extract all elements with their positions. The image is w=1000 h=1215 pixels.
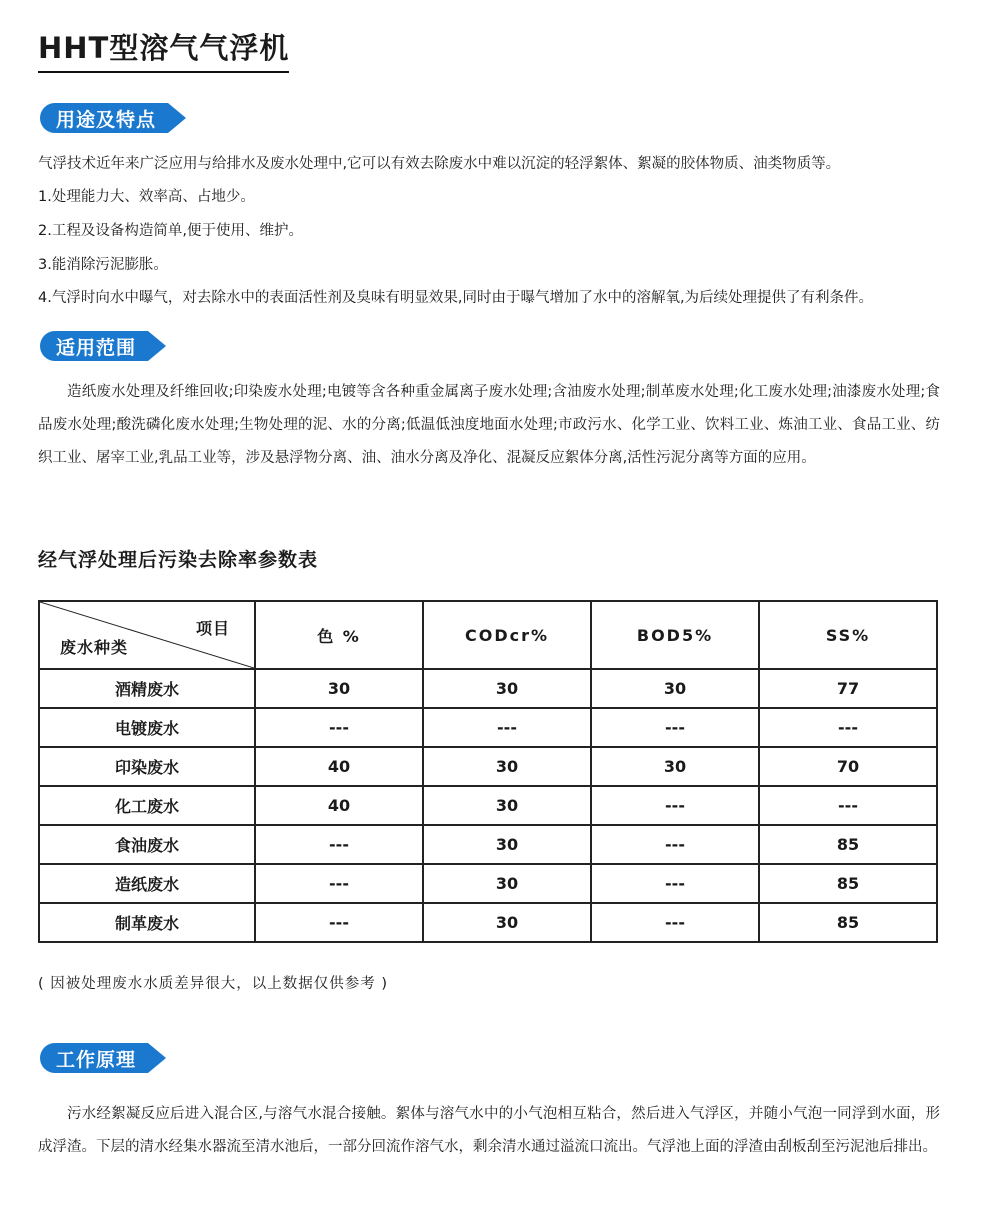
table-row xyxy=(39,708,937,747)
table-row xyxy=(39,864,937,903)
table-cell: --- xyxy=(759,708,937,747)
row-label: 印染废水 xyxy=(39,747,255,786)
table-cell: 70 xyxy=(759,747,937,786)
row-label: 电镀废水 xyxy=(39,708,255,747)
usage-item: 3.能消除污泥膨胀。 xyxy=(38,257,168,273)
table-cell: --- xyxy=(759,786,937,825)
section-tag-label: 用途及特点 xyxy=(40,103,168,133)
table-note: ( 因被处理废水水质差异很大，以上数据仅供参考 ) xyxy=(38,976,389,992)
table-cell: --- xyxy=(591,864,759,903)
scope-text: 造纸废水处理及纤维回收;印染废水处理;电镀等含各种重金属离子废水处理;含油废水处理;制革废水处理;化工废水处理;油漆废水处理;食品废水处理;酸洗磷化废水处理;生物处理的泥、水的分离;低温低浊度地面水处理;市政污水、化学工业、饮料工业、炼油工业、食品工业、纺织工业、屠宰工业,乳品工业等，涉及悬浮物分离、油、油水分离及净化、混凝反应絮体分离,活性污泥分离等方面的应用。 xyxy=(38,384,940,466)
table-cell: 30 xyxy=(591,747,759,786)
table-cell: --- xyxy=(255,864,423,903)
principle-text: 污水经絮凝反应后进入混合区,与溶气水混合接触。絮体与溶气水中的小气泡相互粘合，然后进入气浮区，并随小气泡一同浮到水面，形成浮渣。下层的清水经集水器流至清水池后，一部分回流作溶气水，剩余清水通过溢流口流出。气浮池上面的浮渣由刮板刮至污泥池后排出。 xyxy=(38,1106,940,1155)
row-label: 食油废水 xyxy=(39,825,255,864)
table-cell: 30 xyxy=(591,669,759,708)
table-corner-header xyxy=(39,601,255,669)
table-cell: 30 xyxy=(423,825,591,864)
table-cell: --- xyxy=(591,786,759,825)
section-tag-usage xyxy=(40,103,186,133)
row-label: 酒精废水 xyxy=(39,669,255,708)
usage-intro: 气浮技术近年来广泛应用与给排水及废水处理中,它可以有效去除废水中难以沉淀的轻浮絮体、絮凝的胶体物质、油类物质等。 xyxy=(38,156,841,172)
table-cell: 85 xyxy=(759,825,937,864)
row-label: 造纸废水 xyxy=(39,864,255,903)
usage-item: 1.处理能力大、效率高、占地少。 xyxy=(38,189,255,205)
table-cell: 30 xyxy=(423,864,591,903)
table-cell: --- xyxy=(255,708,423,747)
table-cell: --- xyxy=(255,825,423,864)
table-cell: 40 xyxy=(255,747,423,786)
table-title: 经气浮处理后污染去除率参数表 xyxy=(38,549,319,571)
table-cell: --- xyxy=(591,708,759,747)
table-row xyxy=(39,747,937,786)
table-cell: --- xyxy=(255,903,423,942)
table-cell: 30 xyxy=(423,669,591,708)
usage-item: 2.工程及设备构造简单,便于使用、维护。 xyxy=(38,223,303,239)
column-header: BOD5% xyxy=(591,601,759,669)
table-row xyxy=(39,786,937,825)
corner-label-item: 项目 xyxy=(195,619,230,638)
column-header: CODcr% xyxy=(423,601,591,669)
table-cell: 30 xyxy=(423,786,591,825)
table-row xyxy=(39,825,937,864)
section-tag-scope xyxy=(40,331,166,361)
column-header: SS% xyxy=(759,601,937,669)
table-cell: 40 xyxy=(255,786,423,825)
table-row xyxy=(39,669,937,708)
table-cell: --- xyxy=(591,903,759,942)
table-row xyxy=(39,903,937,942)
removal-rate-table xyxy=(38,600,938,943)
tag-arrow-icon xyxy=(148,1043,166,1073)
table-cell: 77 xyxy=(759,669,937,708)
section-tag-label: 适用范围 xyxy=(40,331,148,361)
page-title: HHT型溶气气浮机 xyxy=(38,26,289,73)
column-header: 色 % xyxy=(255,601,423,669)
row-label: 化工废水 xyxy=(39,786,255,825)
row-label: 制革废水 xyxy=(39,903,255,942)
corner-label-type: 废水种类 xyxy=(60,638,129,657)
tag-arrow-icon xyxy=(168,103,186,133)
tag-arrow-icon xyxy=(148,331,166,361)
table-cell: 85 xyxy=(759,864,937,903)
table-cell: 30 xyxy=(423,903,591,942)
section-tag-principle xyxy=(40,1043,166,1073)
table-cell: --- xyxy=(591,825,759,864)
section-tag-label: 工作原理 xyxy=(40,1043,148,1073)
table-cell: 30 xyxy=(423,747,591,786)
table-cell: 85 xyxy=(759,903,937,942)
table-cell: --- xyxy=(423,708,591,747)
usage-item: 4.气浮时向水中曝气，对去除水中的表面活性剂及臭味有明显效果,同时由于曝气增加了水中的溶解氧,为后续处理提供了有利条件。 xyxy=(38,290,874,306)
table-cell: 30 xyxy=(255,669,423,708)
